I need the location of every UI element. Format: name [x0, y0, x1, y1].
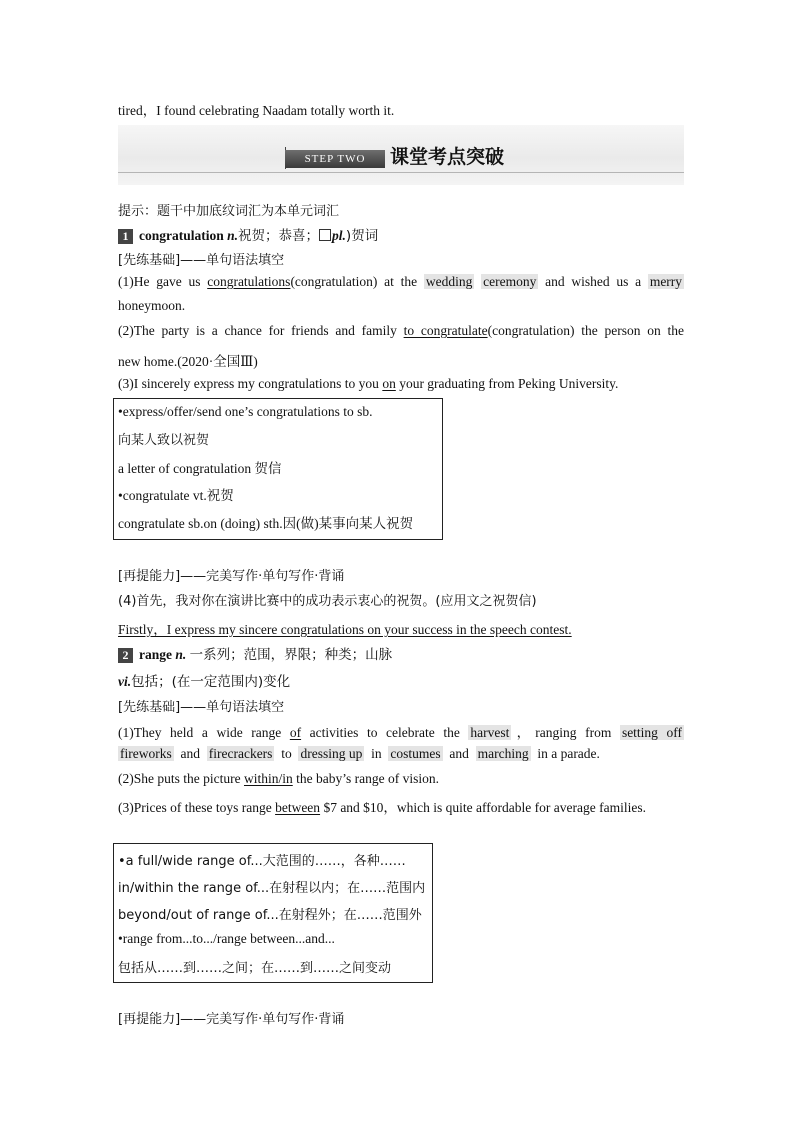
entry-number-1: 1 — [118, 229, 133, 244]
hint-text: 提示：题干中加底纹词汇为本单元词汇 — [118, 204, 340, 219]
answer: to congratulate — [403, 323, 488, 338]
continued-text: tired，I found celebrating Naadam totally worth it. — [118, 103, 395, 118]
headword: congratulation — [139, 228, 224, 243]
answer: of — [289, 725, 302, 740]
part-of-speech: n. — [227, 228, 239, 243]
exercise-sentence-1-cont: honeymoon. — [118, 298, 186, 313]
usage-line: •congratulate vt.祝贺 — [118, 488, 234, 503]
exercise-sentence-3: (3)I sincerely express my congratulations to you on your graduating from Peking University. — [118, 376, 619, 391]
section-title: 课堂考点突破 — [390, 146, 505, 168]
word-entry-2 — [118, 643, 392, 663]
exercise-sentence-3: (3)Prices of these toys range between $7 and $10，which is quite affordable for average families. — [118, 800, 646, 815]
exercise-sentence-1: (1)He gave us congratulations(congratulation) at the wedding ceremony and wished us a merry — [118, 274, 683, 289]
unit-vocab: merry — [649, 274, 683, 289]
usage-line: in/within the range of...在射程以内；在……范围内 — [118, 881, 426, 896]
answer: on — [382, 376, 396, 391]
word-meaning: 祝贺；恭喜； — [238, 228, 320, 244]
unit-vocab: wedding — [425, 274, 473, 289]
usage-line: 包括从……到……之间；在……到……之间变动 — [118, 961, 392, 976]
section-label: [再提能力]——完美写作·单句写作·背诵 — [118, 1012, 345, 1027]
usage-line: 向某人致以祝贺 — [118, 433, 210, 448]
usage-line: •express/offer/send one’s congratulations to sb. — [118, 404, 373, 419]
headword: range — [139, 647, 172, 662]
usage-line: •range from...to.../range between...and... — [118, 931, 335, 946]
unit-vocab: harvest — [470, 725, 510, 740]
plural-label: pl. — [332, 228, 346, 243]
answer: congratulations — [207, 274, 291, 289]
word-meaning-b: )贺词 — [345, 228, 379, 244]
answer: between — [275, 800, 321, 815]
writing-prompt: (4)首先，我对你在演讲比赛中的成功表示衷心的祝贺。(应用文之祝贺信) — [118, 594, 537, 609]
open-paren-box — [319, 229, 331, 241]
exercise-sentence-1-cont: fireworks and firecrackers to dressing up in costumes and marching in a parade. — [120, 746, 600, 761]
exercise-sentence-2: (2)The party is a chance for friends and family to congratulate(congratulation) the person on the — [118, 323, 684, 338]
word-meaning-vi: vi.包括；(在一定范围内)变化 — [118, 674, 291, 690]
entry-number-2: 2 — [118, 648, 133, 663]
section-label: [再提能力]——完美写作·单句写作·背诵 — [118, 569, 345, 584]
unit-vocab: costumes — [390, 746, 441, 761]
unit-vocab: setting off — [621, 725, 683, 740]
exercise-sentence-2-cont: new home.(2020·全国Ⅲ) — [118, 354, 258, 369]
exercise-sentence-2: (2)She puts the picture within/in the baby’s range of vision. — [118, 771, 439, 786]
part-of-speech: n. — [175, 647, 187, 662]
usage-line: beyond/out of range of...在射程外；在……范围外 — [118, 908, 422, 923]
unit-vocab: firecrackers — [208, 746, 273, 761]
unit-vocab: dressing up — [300, 746, 363, 761]
section-label: [先练基础]——单句语法填空 — [118, 253, 285, 268]
step-tab: STEP TWO — [285, 150, 385, 168]
usage-line: a letter of congratulation 贺信 — [118, 461, 282, 476]
usage-box-2 — [113, 843, 433, 983]
section-label: [先练基础]——单句语法填空 — [118, 700, 285, 715]
word-meaning: 一系列；范围，界限；种类；山脉 — [189, 647, 393, 663]
usage-line: •a full/wide range of...大范围的……，各种…… — [118, 854, 406, 869]
answer: within/in — [243, 771, 293, 786]
unit-vocab: ceremony — [483, 274, 537, 289]
usage-box-1 — [113, 398, 443, 540]
word-entry-1 — [118, 224, 378, 244]
banner-divider — [118, 172, 684, 173]
writing-answer: Firstly，I express my sincere congratulations on your success in the speech contest. — [118, 622, 572, 637]
exercise-sentence-1: (1)They held a wide range of activities to celebrate the harvest ，ranging from setting off — [118, 725, 683, 740]
unit-vocab: marching — [477, 746, 529, 761]
unit-vocab: fireworks — [120, 746, 172, 761]
usage-line: congratulate sb.on (doing) sth.因(做)某事向某人祝贺 — [118, 516, 414, 531]
